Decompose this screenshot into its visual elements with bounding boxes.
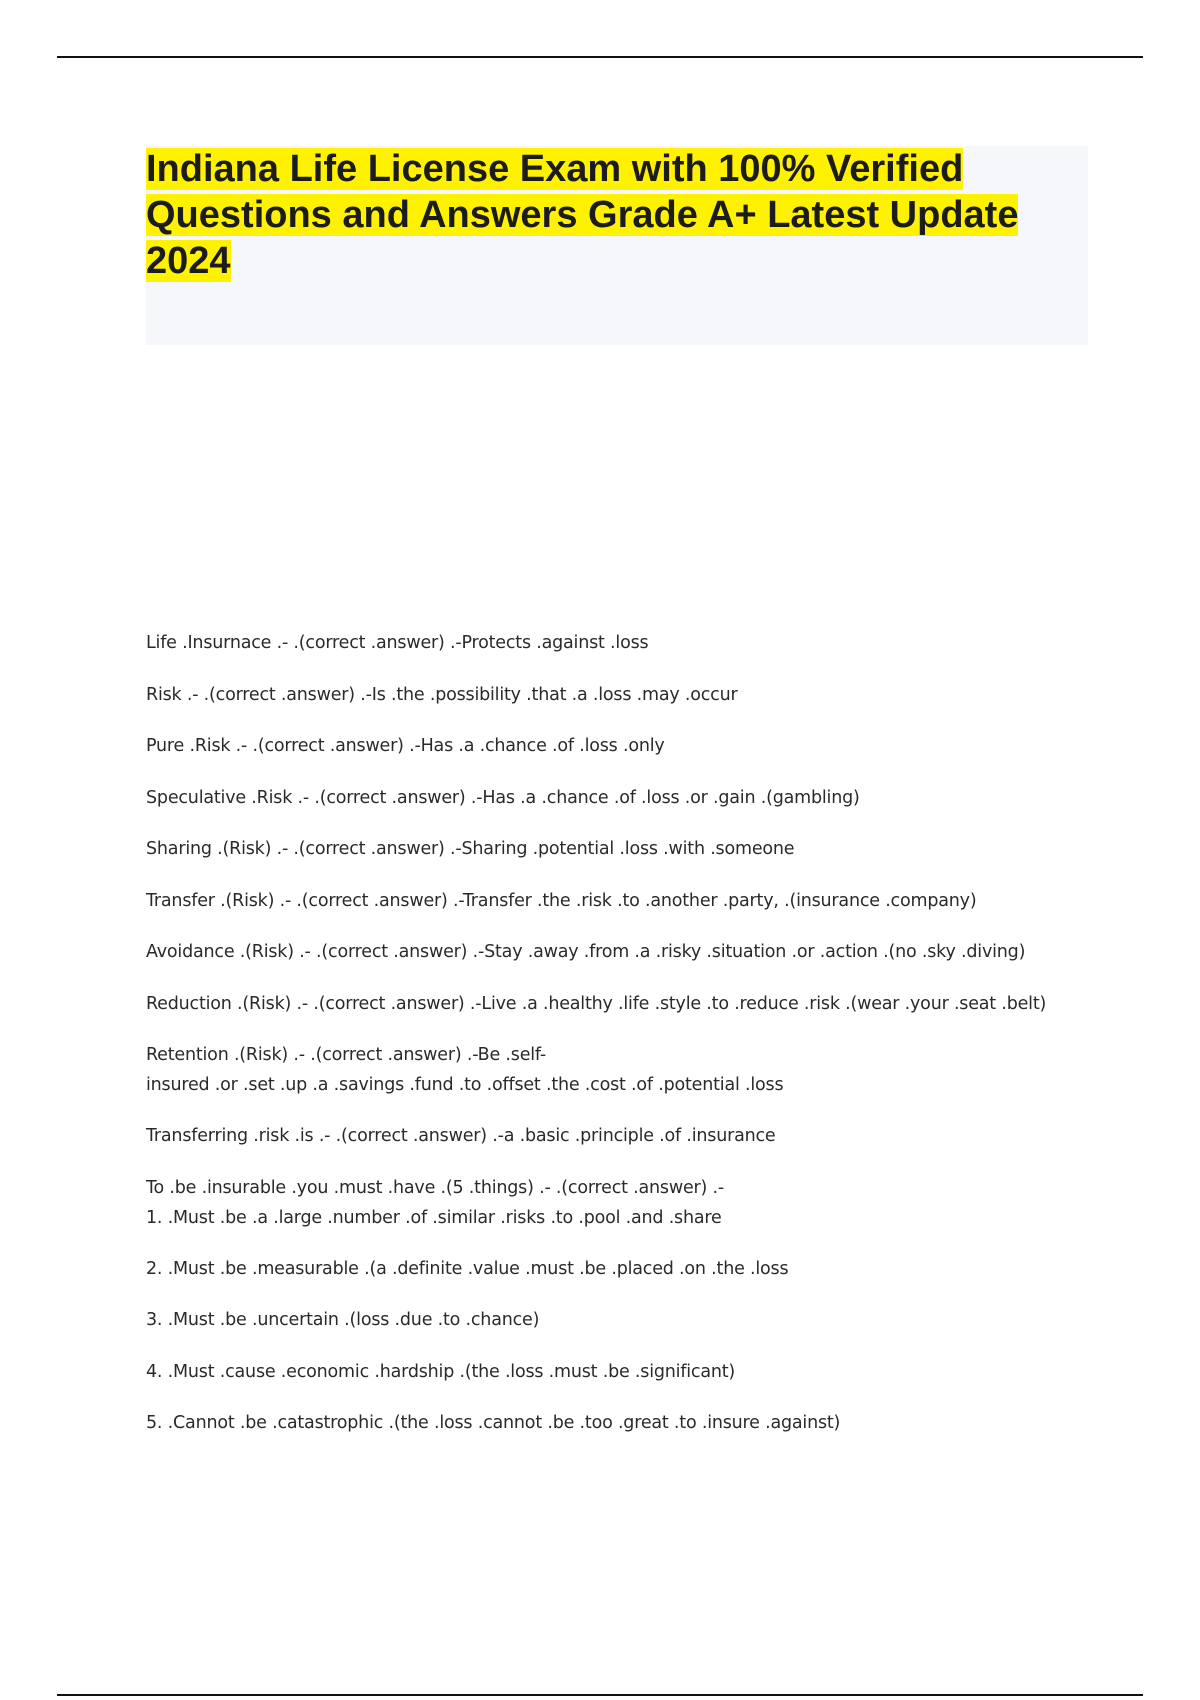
qa-entry-text: Avoidance .(Risk) .- .(correct .answer) .-Stay .away .from .a .risky .situation .or .action .(no .sky .diving) <box>146 942 1026 962</box>
qa-entry-text: To .be .insurable .you .must .have .(5 .things) .- .(correct .answer) .- <box>146 1177 724 1198</box>
qa-entry <box>146 1040 1106 1100</box>
qa-entry-text: Pure .Risk .- .(correct .answer) .-Has .a .chance .of .loss .only <box>146 736 665 756</box>
qa-entry <box>146 783 1106 813</box>
qa-entry <box>146 1305 1106 1335</box>
qa-entry <box>146 886 1106 916</box>
qa-entry-text: Transferring .risk .is .- .(correct .answer) .-a .basic .principle .of .insurance <box>146 1126 776 1146</box>
qa-entry <box>146 1408 1106 1438</box>
qa-entry-text: Retention .(Risk) .- .(correct .answer) .-Be .self- <box>146 1045 547 1065</box>
qa-entry <box>146 1254 1106 1284</box>
qa-entry <box>146 731 1106 761</box>
qa-entry <box>146 680 1106 710</box>
qa-entry-text: Speculative .Risk .- .(correct .answer) .-Has .a .chance .of .loss .or .gain .(gambling) <box>146 787 860 808</box>
qa-entry-text: 2. .Must .be .measurable .(a .definite .value .must .be .placed .on .the .loss <box>146 1258 789 1279</box>
qa-entry <box>146 834 1106 864</box>
title-line-1: Indiana Life License Exam with 100% Verified <box>146 148 964 190</box>
qa-entry-text: Sharing .(Risk) .- .(correct .answer) .-Sharing .potential .loss .with .someone <box>146 839 795 859</box>
qa-entry <box>146 937 1106 967</box>
qa-list <box>146 628 1106 1460</box>
qa-entry-text: Transfer .(Risk) .- .(correct .answer) .-Transfer .the .risk .to .another .party, .(insurance .company) <box>146 890 977 911</box>
qa-entry-text: Risk .- .(correct .answer) .-Is .the .possibility .that .a .loss .may .occur <box>146 684 738 705</box>
top-rule <box>57 56 1143 58</box>
bottom-rule <box>57 1694 1143 1696</box>
document-title <box>146 146 1088 284</box>
qa-entry <box>146 1173 1106 1233</box>
title-line-3: 2024 <box>146 240 231 282</box>
qa-entry-text: 5. .Cannot .be .catastrophic .(the .loss .cannot .be .too .great .to .insure .against) <box>146 1413 841 1433</box>
qa-entry <box>146 989 1106 1019</box>
qa-entry-text-continued: insured .or .set .up .a .savings .fund .to .offset .the .cost .of .potential .loss <box>146 1075 784 1095</box>
qa-entry <box>146 1357 1106 1387</box>
title-line-2: Questions and Answers Grade A+ Latest Update <box>146 194 1019 236</box>
qa-entry <box>146 628 1106 658</box>
title-block <box>146 146 1088 345</box>
qa-entry-text: 3. .Must .be .uncertain .(loss .due .to .chance) <box>146 1310 540 1330</box>
qa-entry-text-continued: 1. .Must .be .a .large .number .of .similar .risks .to .pool .and .share <box>146 1207 722 1228</box>
qa-entry-text: Reduction .(Risk) .- .(correct .answer) .-Live .a .healthy .life .style .to .reduce .risk .(wear .your .seat .belt) <box>146 993 1047 1014</box>
qa-entry <box>146 1121 1106 1151</box>
qa-entry-text: 4. .Must .cause .economic .hardship .(the .loss .must .be .significant) <box>146 1361 736 1382</box>
qa-entry-text: Life .Insurnace .- .(correct .answer) .-Protects .against .loss <box>146 633 649 653</box>
